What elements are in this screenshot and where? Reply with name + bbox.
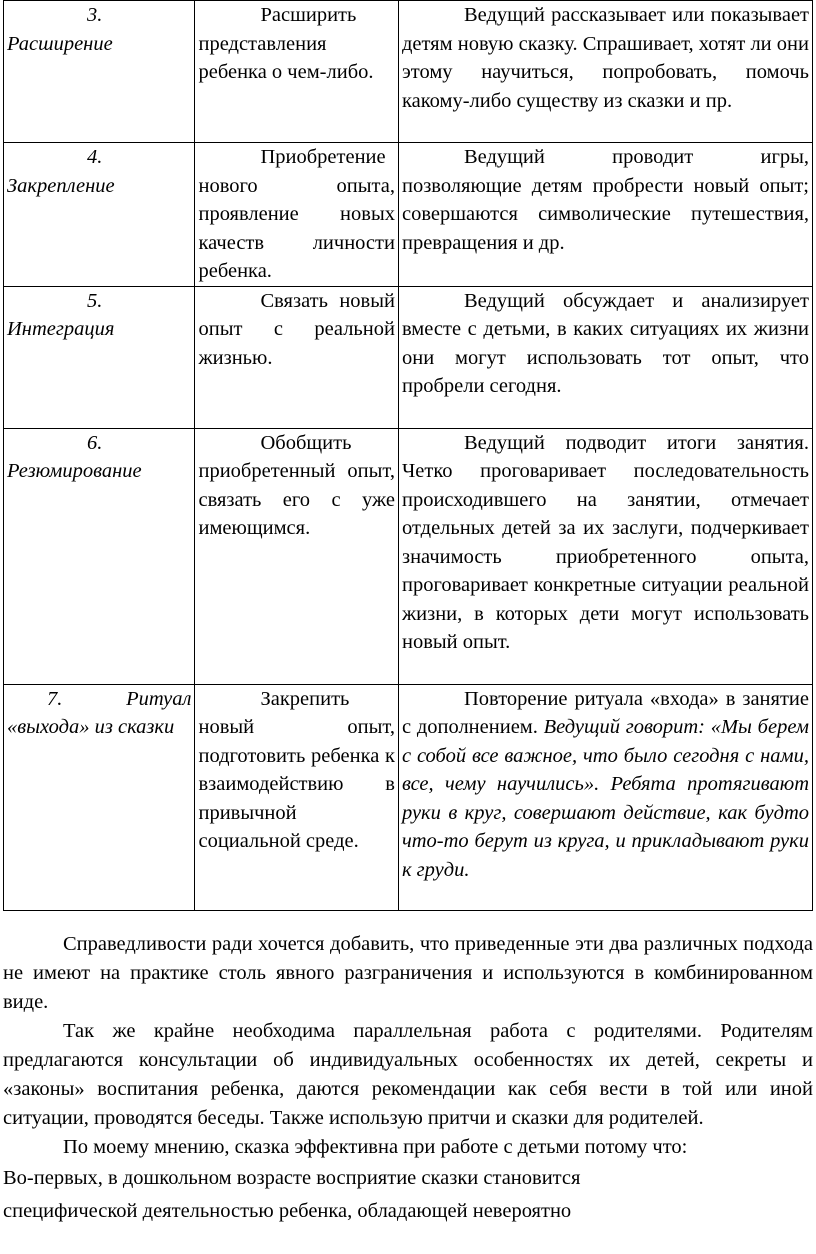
content-text	[402, 685, 809, 885]
paragraph: По моему мнению, сказка эффективна при работе с детьми потому что:	[63, 1136, 688, 1158]
paragraph: Так же крайне необходима параллельная работа с родителями. Родителям предлагаются консультации об индивидуальных особенностях их детей, секреты и «законы» воспитания ребенка, даются рекомендации как себя вести в той или иной ситуации, проводятся беседы. Также использую притчи и сказки для родителей.	[3, 1020, 813, 1129]
goal-cell	[195, 428, 399, 684]
content-plain: Повторение ритуала «входа» в занятие с дополнением.	[401, 687, 809, 738]
table-row	[4, 1, 813, 143]
text-line: Во-первых, в дошкольном возрасте восприятие сказки становится	[3, 1167, 581, 1189]
stage-number: 7.	[47, 687, 63, 710]
paragraph: Справедливости ради хочется добавить, что приведенные эти два различных подхода не имеют на практике столь явного разграничения и используются в комбинированном виде.	[3, 933, 813, 1013]
content-italic: Ведущий говорит: «Мы берем с собой все важное, что было сегодня с нами, все, чему научились». Ребята протягивают руки в круг, совершают действие, как будто что-то берут из круга, и прикладывают руки к груди.	[401, 716, 809, 881]
stage-number-and-name	[7, 685, 191, 742]
text-line: специфической деятельностью ребенка, обладающей невероятно	[3, 1200, 572, 1222]
content-text: Ведущий рассказывает или показывает детям новую сказку. Спрашивает, хотят ли они этому научиться, попробовать, помочь какому-либо существу из сказки и пр.	[401, 4, 809, 112]
content-text: Ведущий подводит итоги занятия. Четко проговаривает последовательность происходившего на занятии, отмечает отдельных детей за их заслуги, подчеркивает значимость приобретенного опыта, проговаривает конкретные ситуации реальной жизни, в которых дети могут использовать новый опыт.	[401, 431, 809, 653]
content-cell	[398, 286, 812, 428]
goal-cell	[195, 286, 399, 428]
stage-cell	[4, 684, 195, 910]
goal-text: Связать новый опыт с реальной жизнью.	[198, 289, 395, 369]
table-row	[4, 428, 813, 684]
stage-cell	[4, 1, 195, 143]
stage-number: 6.	[87, 431, 103, 454]
content-cell	[398, 1, 812, 143]
stage-name: Резюмирование	[7, 460, 142, 482]
table-row	[4, 286, 813, 428]
goal-text: Закрепить новый опыт, подготовить ребенка к взаимодействию в привычной социальной среде.	[198, 687, 395, 852]
stage-cell	[4, 286, 195, 428]
goal-cell	[195, 1, 399, 143]
stage-name: Расширение	[7, 32, 113, 55]
content-cell	[398, 428, 812, 684]
goal-text: Обобщить приобретенный опыт, связать его с уже имеющимся.	[198, 431, 395, 539]
body-text	[3, 930, 813, 1228]
table-row	[4, 143, 813, 287]
content-text: Ведущий проводит игры, позволяющие детям пробрести новый опыт; совершаются символические путешествия, превращения и др.	[401, 146, 809, 254]
goal-cell	[195, 143, 399, 287]
stage-number: 3.	[87, 4, 103, 26]
stage-cell	[4, 143, 195, 287]
stage-name: Закрепление	[7, 174, 115, 197]
stage-name: Интеграция	[7, 318, 115, 340]
stages-table	[3, 0, 813, 911]
goal-cell	[195, 684, 399, 910]
goal-text: Приобретение нового опыта, проявление новых качеств личности ребенка.	[198, 146, 395, 282]
content-text: Ведущий обсуждает и анализирует вместе с детьми, в каких ситуациях их жизни они могут использовать тот опыт, что пробрели сегодня.	[401, 289, 809, 397]
goal-text: Расширить представления ребенка о чем-либо.	[198, 4, 374, 83]
paragraph-continuation	[3, 1162, 813, 1228]
content-cell	[398, 143, 812, 287]
stage-name: Ритуал «выхода» из сказки	[7, 687, 192, 738]
stage-number: 5.	[87, 289, 103, 312]
table-row	[4, 684, 813, 910]
content-cell	[398, 684, 812, 910]
stage-cell	[4, 428, 195, 684]
stage-number: 4.	[87, 146, 103, 168]
